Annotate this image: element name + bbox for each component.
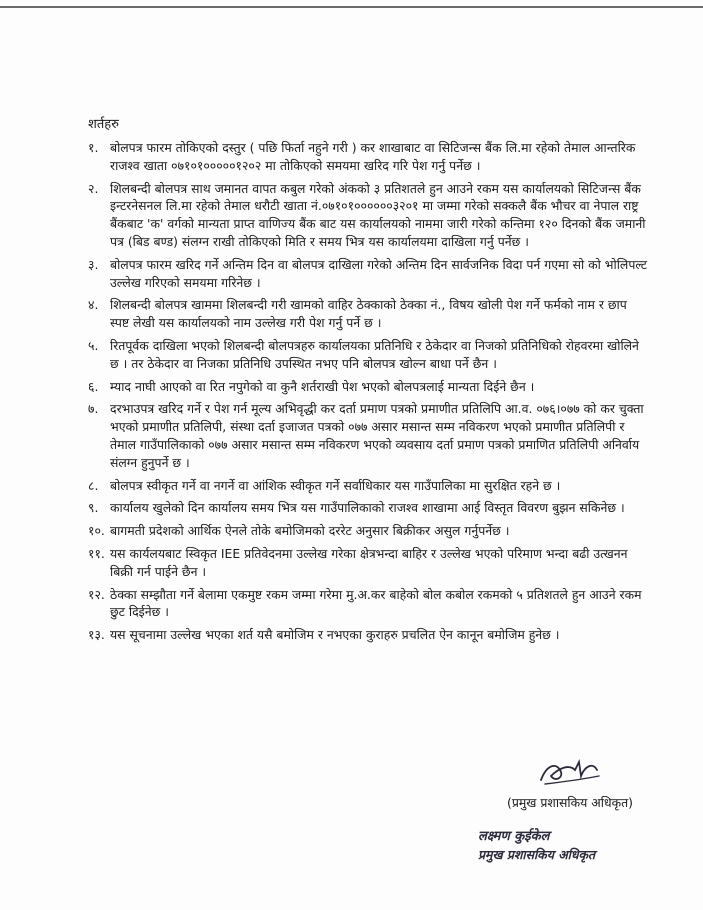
condition-number: ४. <box>88 297 99 313</box>
condition-text: म्याद नाघी आएको वा रित नपुगेको वा कुनै शर्तराखी पेश भएको बोलपत्रलाई मान्यता दिईने छैन । <box>110 378 535 394</box>
condition-item <box>88 256 648 292</box>
top-border-line <box>0 6 703 8</box>
stamp-title: प्रमुख प्रशासकिय अधिकृत <box>478 847 596 862</box>
handwritten-signature <box>535 754 605 790</box>
condition-text: दरभाउपत्र खरिद गर्ने र पेश गर्न मूल्य अभिवृद्धी कर दर्ता प्रमाण पत्रको प्रमाणीत प्रतिलिपि आ.व. ०७६।०७७ को कर चुक्ता भएको प्रमाणीत प्रतिलिपी, संस्था दर्ता इजाजत पत्रको ०७७ असार मसान्त सम्म नविकरण भएको प्रमाणीत प्रतिलिपी र तेमाल गाउँपालिकाको ०७७ असार मसान्त सम्म नविकरण भएको व्यवसाय दर्ता प्रमाण पत्रको प्रमाणित प्रतिलिपी अनिर्वाय संलग्न हुनुपर्ने छ । <box>110 401 644 470</box>
condition-number: ९. <box>88 500 99 516</box>
condition-text: कार्यालय खुलेको दिन कार्यालय समय भित्र यस गाउँपालिकाको राजश्व शाखामा आई विस्तृत विवरण बुझन सकिनेछ । <box>110 500 625 516</box>
condition-number: १०. <box>88 523 105 539</box>
condition-text: ठेक्का सम्झौता गर्ने बेलामा एकमुष्ट रकम जम्मा गरेमा मु.अ.कर बाहेको बोल कबोल रकमको ५ प्रतिशतले हुन आउने रकम छुट दिईनेछ । <box>110 586 642 620</box>
condition-item <box>88 180 648 251</box>
condition-number: ७. <box>88 401 99 417</box>
official-stamp <box>478 828 678 863</box>
condition-number: २. <box>88 180 99 196</box>
condition-number: ५. <box>88 337 99 353</box>
signature-block <box>470 754 670 811</box>
condition-item <box>88 378 648 396</box>
condition-item <box>88 139 648 175</box>
condition-item <box>88 522 648 540</box>
condition-item <box>88 400 648 471</box>
conditions-section <box>88 116 648 649</box>
condition-text: यस कार्यलयबाट स्विकृत IEE प्रतिवेदनमा उल्लेख गरेका क्षेत्रभन्दा बाहिर र उल्लेख भएको परिमाण भन्दा बढी उत्खनन बिक्री गर्न पाईने छैन । <box>110 545 628 579</box>
condition-text: बोलपत्र फारम खरिद गर्ने अन्तिम दिन वा बोलपत्र दाखिला गरेको अन्तिम दिन सार्वजनिक विदा पर्न गएमा सो को भोलिपल्ट उल्लेख गरिएको समयमा गरिनेछ । <box>110 256 648 290</box>
signature-caption: (प्रमुख प्रशासकिय अधिकृत) <box>507 795 633 810</box>
condition-number: १२. <box>88 586 105 602</box>
conditions-list <box>88 139 648 644</box>
condition-item <box>88 499 648 517</box>
condition-number: ११. <box>88 545 105 561</box>
stamp-name: लक्ष्मण कुईकेल <box>478 829 550 844</box>
condition-number: ३. <box>88 256 99 272</box>
condition-item <box>88 296 648 332</box>
conditions-heading: शर्तहरु <box>88 117 119 132</box>
condition-item <box>88 545 648 581</box>
condition-text: यस सूचनामा उल्लेख भएका शर्त यसै बमोजिम र नभएका कुराहरु प्रचलित ऐन कानून बमोजिम हुनेछ । <box>110 627 560 643</box>
condition-item <box>88 626 648 644</box>
condition-text: बागमती प्रदेशको आर्थिक ऐनले तोके बमोजिमको दररेट अनुसार बिक्रीकर असुल गर्नुपर्नेछ । <box>110 523 510 539</box>
condition-text: शिलबन्दी बोलपत्र साथ जमानत वापत कबुल गरेको अंकको ३ प्रतिशतले हुन आउने रकम यस कार्यालयको सिटिजन्स बैंक इन्टरनेसनल लि.मा रहेको तेमाल धरौटी खाता नं.०७१०१००००००३२०१ मा जम्मा गरेको सक्कलै बैंक भौचर वा नेपाल राष्ट्र बैंकबाट 'क' वर्गको मान्यता प्राप्त वाणिज्य बैंक बाट यस कार्यालयको नाममा जारी गरेको कन्तिमा १२० दिनको बैंक जमानी पत्र (बिड बण्ड) संलग्न राखी तोकिएको मिति र समय भित्र यस कार्यालयमा दाखिला गर्नु पर्नेछ । <box>110 180 646 249</box>
condition-item <box>88 337 648 373</box>
condition-number: ८. <box>88 477 99 493</box>
condition-item <box>88 477 648 495</box>
condition-text: रितपूर्वक दाखिला भएको शिलबन्दी बोलपत्रहरु कार्यालयका प्रतिनिधि र ठेकेदार वा निजको प्रतिनिधिको रोहवरमा खोलिने छ । तर ठेकेदार वा निजका प्रतिनिधि उपस्थित नभए पनि बोलपत्र खोल्न बाधा पर्ने छैन । <box>110 337 639 371</box>
condition-item <box>88 586 648 622</box>
condition-text: बोलपत्र स्वीकृत गर्ने वा नगर्ने वा आंशिक स्वीकृत गर्ने सर्वाधिकार यस गाउँपालिका मा सुरक्षित रहने छ । <box>110 477 561 493</box>
condition-number: १३. <box>88 627 105 643</box>
condition-text: शिलबन्दी बोलपत्र खाममा शिलबन्दी गरी खामको वाहिर ठेक्काको ठेक्का नं., विषय खोली पेश गर्ने फर्मको नाम र छाप स्पष्ट लेखी यस कार्यालयको नाम उल्लेख गरी पेश गर्नु पर्ने छ । <box>110 297 627 331</box>
condition-text: बोलपत्र फारम तोकिएको दस्तुर ( पछि फिर्ता नहुने गरी ) कर शाखाबाट वा सिटिजन्स बैंक लि.मा रहेको तेमाल आन्तरिक राजश्व खाता ०७१०१०००००१२०२ मा तोकिएको समयमा खरिद गरि पेश गर्नु पर्नेछ । <box>110 140 636 173</box>
condition-number: ६. <box>88 378 99 394</box>
condition-number: १. <box>88 140 99 155</box>
